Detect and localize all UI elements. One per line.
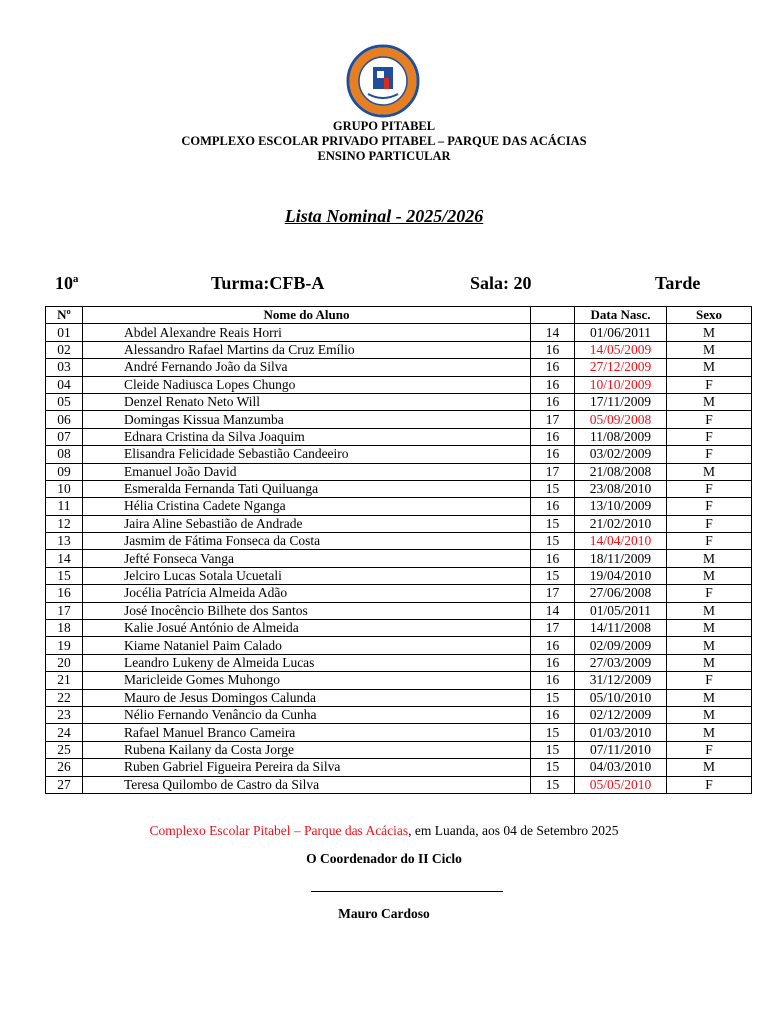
table-row xyxy=(46,620,752,637)
cell-birth-date: 02/09/2009 xyxy=(575,637,667,654)
class-level: 10ª xyxy=(55,273,79,293)
cell-sex: M xyxy=(667,359,752,376)
cell-sex: M xyxy=(667,654,752,671)
cell-birth-date: 07/11/2010 xyxy=(575,741,667,758)
cell-age: 15 xyxy=(531,724,575,741)
table-body xyxy=(46,324,752,794)
cell-student-name: Domingas Kissua Manzumba xyxy=(83,411,531,428)
cell-student-name: Mauro de Jesus Domingos Calunda xyxy=(83,689,531,706)
cell-sex: M xyxy=(667,724,752,741)
table-row xyxy=(46,550,752,567)
table-row xyxy=(46,446,752,463)
cell-birth-date: 01/05/2011 xyxy=(575,602,667,619)
signature-line xyxy=(311,891,503,892)
table-row xyxy=(46,341,752,358)
cell-number: 21 xyxy=(46,672,83,689)
table-row xyxy=(46,411,752,428)
cell-sex: M xyxy=(667,393,752,410)
cell-sex: F xyxy=(667,515,752,532)
cell-birth-date: 14/04/2010 xyxy=(575,533,667,550)
footer-place-date xyxy=(0,823,768,839)
cell-age: 15 xyxy=(531,515,575,532)
cell-student-name: Esmeralda Fernanda Tati Quiluanga xyxy=(83,480,531,497)
table-row xyxy=(46,567,752,584)
table-row xyxy=(46,759,752,776)
cell-birth-date: 13/10/2009 xyxy=(575,498,667,515)
cell-number: 25 xyxy=(46,741,83,758)
cell-number: 16 xyxy=(46,585,83,602)
cell-student-name: José Inocêncio Bilhete dos Santos xyxy=(83,602,531,619)
cell-sex: F xyxy=(667,585,752,602)
cell-age: 16 xyxy=(531,446,575,463)
cell-sex: F xyxy=(667,533,752,550)
cell-number: 08 xyxy=(46,446,83,463)
cell-age: 16 xyxy=(531,672,575,689)
cell-age: 16 xyxy=(531,637,575,654)
cell-student-name: Elisandra Felicidade Sebastião Candeeiro xyxy=(83,446,531,463)
cell-number: 27 xyxy=(46,776,83,793)
cell-birth-date: 05/05/2010 xyxy=(575,776,667,793)
header-teaching-type: ENSINO PARTICULAR xyxy=(317,149,451,163)
school-logo xyxy=(346,44,420,118)
cell-number: 03 xyxy=(46,359,83,376)
cell-age: 15 xyxy=(531,480,575,497)
table-row xyxy=(46,776,752,793)
cell-age: 16 xyxy=(531,341,575,358)
header-number: Nº xyxy=(46,307,83,324)
cell-sex: M xyxy=(667,759,752,776)
cell-age: 16 xyxy=(531,654,575,671)
cell-student-name: Alessandro Rafael Martins da Cruz Emílio xyxy=(83,341,531,358)
cell-number: 07 xyxy=(46,428,83,445)
cell-birth-date: 27/03/2009 xyxy=(575,654,667,671)
cell-student-name: Maricleide Gomes Muhongo xyxy=(83,672,531,689)
cell-age: 16 xyxy=(531,428,575,445)
table-row xyxy=(46,463,752,480)
cell-student-name: Jasmim de Fátima Fonseca da Costa xyxy=(83,533,531,550)
cell-sex: M xyxy=(667,689,752,706)
cell-number: 18 xyxy=(46,620,83,637)
cell-birth-date: 01/03/2010 xyxy=(575,724,667,741)
cell-number: 23 xyxy=(46,706,83,723)
cell-student-name: Teresa Quilombo de Castro da Silva xyxy=(83,776,531,793)
classroom: Sala: 20 xyxy=(470,273,532,293)
cell-birth-date: 14/05/2009 xyxy=(575,341,667,358)
cell-birth-date: 31/12/2009 xyxy=(575,672,667,689)
cell-sex: M xyxy=(667,341,752,358)
cell-sex: F xyxy=(667,741,752,758)
table-row xyxy=(46,602,752,619)
cell-birth-date: 19/04/2010 xyxy=(575,567,667,584)
cell-birth-date: 02/12/2009 xyxy=(575,706,667,723)
cell-student-name: Abdel Alexandre Reais Horri xyxy=(83,324,531,341)
cell-birth-date: 05/10/2010 xyxy=(575,689,667,706)
coordinator-name: Mauro Cardoso xyxy=(338,906,430,921)
cell-birth-date: 17/11/2009 xyxy=(575,393,667,410)
cell-sex: M xyxy=(667,550,752,567)
cell-sex: M xyxy=(667,324,752,341)
table-row xyxy=(46,480,752,497)
cell-number: 04 xyxy=(46,376,83,393)
cell-age: 15 xyxy=(531,533,575,550)
cell-student-name: Jelciro Lucas Sotala Ucuetali xyxy=(83,567,531,584)
cell-number: 09 xyxy=(46,463,83,480)
cell-age: 16 xyxy=(531,376,575,393)
table-row xyxy=(46,359,752,376)
cell-student-name: Kiame Nataniel Paim Calado xyxy=(83,637,531,654)
cell-student-name: Rafael Manuel Branco Cameira xyxy=(83,724,531,741)
table-row xyxy=(46,585,752,602)
cell-age: 16 xyxy=(531,359,575,376)
cell-student-name: Emanuel João David xyxy=(83,463,531,480)
cell-number: 24 xyxy=(46,724,83,741)
cell-student-name: Kalie Josué António de Almeida xyxy=(83,620,531,637)
cell-number: 10 xyxy=(46,480,83,497)
table-row xyxy=(46,689,752,706)
cell-student-name: Ednara Cristina da Silva Joaquim xyxy=(83,428,531,445)
cell-student-name: Rubena Kailany da Costa Jorge xyxy=(83,741,531,758)
table-row xyxy=(46,324,752,341)
table-row xyxy=(46,672,752,689)
cell-number: 14 xyxy=(46,550,83,567)
cell-birth-date: 27/12/2009 xyxy=(575,359,667,376)
cell-birth-date: 05/09/2008 xyxy=(575,411,667,428)
cell-number: 02 xyxy=(46,341,83,358)
cell-student-name: Ruben Gabriel Figueira Pereira da Silva xyxy=(83,759,531,776)
cell-age: 16 xyxy=(531,550,575,567)
coordinator-role: O Coordenador do II Ciclo xyxy=(306,851,462,866)
cell-age: 15 xyxy=(531,689,575,706)
cell-number: 19 xyxy=(46,637,83,654)
cell-age: 17 xyxy=(531,620,575,637)
cell-number: 06 xyxy=(46,411,83,428)
table-header-row xyxy=(46,307,752,324)
cell-birth-date: 14/11/2008 xyxy=(575,620,667,637)
cell-sex: F xyxy=(667,498,752,515)
cell-sex: F xyxy=(667,428,752,445)
document-title: Lista Nominal - 2025/2026 xyxy=(284,206,484,226)
cell-student-name: Jefté Fonseca Vanga xyxy=(83,550,531,567)
cell-number: 15 xyxy=(46,567,83,584)
cell-age: 17 xyxy=(531,411,575,428)
cell-student-name: Jaira Aline Sebastião de Andrade xyxy=(83,515,531,532)
table-row xyxy=(46,654,752,671)
table-row xyxy=(46,376,752,393)
cell-student-name: Jocélia Patrícia Almeida Adão xyxy=(83,585,531,602)
cell-sex: M xyxy=(667,463,752,480)
cell-student-name: Nélio Fernando Venâncio da Cunha xyxy=(83,706,531,723)
cell-age: 16 xyxy=(531,498,575,515)
cell-number: 12 xyxy=(46,515,83,532)
cell-birth-date: 18/11/2009 xyxy=(575,550,667,567)
cell-age: 15 xyxy=(531,776,575,793)
cell-birth-date: 04/03/2010 xyxy=(575,759,667,776)
cell-age: 17 xyxy=(531,463,575,480)
table-row xyxy=(46,498,752,515)
cell-age: 16 xyxy=(531,393,575,410)
table-row xyxy=(46,393,752,410)
table-row xyxy=(46,706,752,723)
cell-student-name: Denzel Renato Neto Will xyxy=(83,393,531,410)
cell-age: 14 xyxy=(531,324,575,341)
cell-number: 20 xyxy=(46,654,83,671)
header-birth-date: Data Nasc. xyxy=(575,307,667,324)
cell-birth-date: 27/06/2008 xyxy=(575,585,667,602)
header-student-name: Nome do Aluno xyxy=(83,307,531,324)
header-group-name: GRUPO PITABEL xyxy=(332,119,436,133)
cell-sex: F xyxy=(667,480,752,497)
cell-birth-date: 03/02/2009 xyxy=(575,446,667,463)
table-row xyxy=(46,724,752,741)
header-school-name: COMPLEXO ESCOLAR PRIVADO PITABEL – PARQUE DAS ACÁCIAS xyxy=(181,134,587,148)
cell-sex: F xyxy=(667,776,752,793)
cell-sex: M xyxy=(667,620,752,637)
cell-sex: M xyxy=(667,602,752,619)
cell-age: 14 xyxy=(531,602,575,619)
cell-number: 22 xyxy=(46,689,83,706)
cell-sex: M xyxy=(667,706,752,723)
table-row xyxy=(46,515,752,532)
cell-student-name: André Fernando João da Silva xyxy=(83,359,531,376)
cell-birth-date: 11/08/2009 xyxy=(575,428,667,445)
table-row xyxy=(46,533,752,550)
cell-age: 16 xyxy=(531,706,575,723)
cell-sex: F xyxy=(667,672,752,689)
cell-number: 13 xyxy=(46,533,83,550)
cell-number: 11 xyxy=(46,498,83,515)
cell-number: 05 xyxy=(46,393,83,410)
cell-sex: F xyxy=(667,446,752,463)
table-row xyxy=(46,428,752,445)
cell-number: 26 xyxy=(46,759,83,776)
cell-birth-date: 23/08/2010 xyxy=(575,480,667,497)
header-sex: Sexo xyxy=(667,307,752,324)
table-row xyxy=(46,741,752,758)
cell-sex: M xyxy=(667,567,752,584)
cell-student-name: Cleide Nadiusca Lopes Chungo xyxy=(83,376,531,393)
student-list-table xyxy=(45,306,752,794)
class-group: Turma:CFB-A xyxy=(211,273,325,293)
cell-age: 17 xyxy=(531,585,575,602)
header-age xyxy=(531,307,575,324)
cell-number: 01 xyxy=(46,324,83,341)
cell-student-name: Leandro Lukeny de Almeida Lucas xyxy=(83,654,531,671)
cell-number: 17 xyxy=(46,602,83,619)
cell-sex: F xyxy=(667,376,752,393)
cell-age: 15 xyxy=(531,741,575,758)
cell-sex: M xyxy=(667,637,752,654)
cell-birth-date: 01/06/2011 xyxy=(575,324,667,341)
cell-age: 15 xyxy=(531,759,575,776)
cell-sex: F xyxy=(667,411,752,428)
cell-birth-date: 10/10/2009 xyxy=(575,376,667,393)
table-row xyxy=(46,637,752,654)
cell-student-name: Hélia Cristina Cadete Nganga xyxy=(83,498,531,515)
cell-age: 15 xyxy=(531,567,575,584)
footer-school-name: Complexo Escolar Pitabel – Parque das Acácias xyxy=(149,823,409,838)
cell-birth-date: 21/02/2010 xyxy=(575,515,667,532)
shift: Tarde xyxy=(655,273,701,293)
footer-date: , em Luanda, aos 04 de Setembro 2025 xyxy=(408,823,619,838)
cell-birth-date: 21/08/2008 xyxy=(575,463,667,480)
